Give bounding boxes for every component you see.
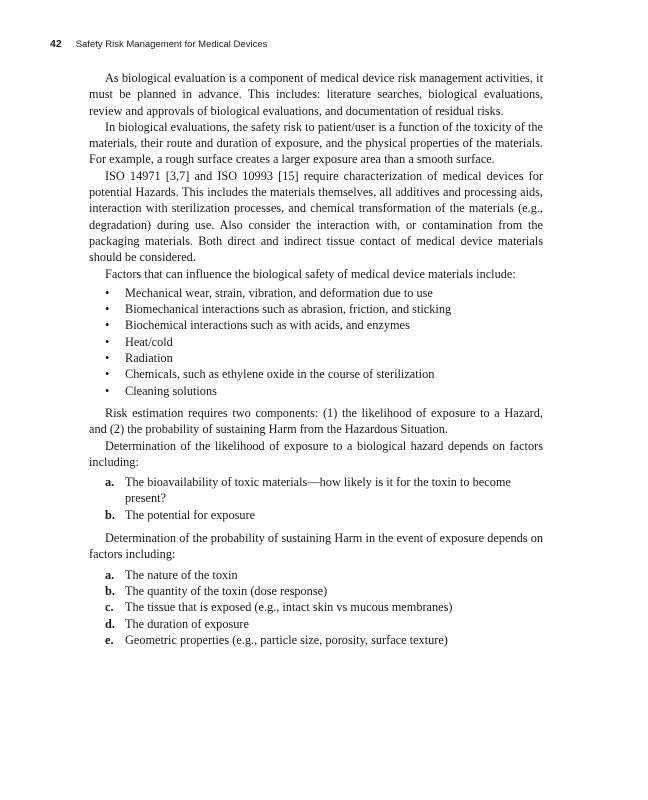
paragraph: Determination of the likelihood of exposure to a biological hazard depends on factors including: <box>89 438 543 469</box>
bullet-marker: • <box>105 302 110 317</box>
list-item: d. The duration of exposure <box>105 616 249 631</box>
body-text <box>89 70 543 655</box>
bullet-marker: • <box>105 351 110 366</box>
list-marker: c. <box>105 600 114 615</box>
bullet-marker: • <box>105 285 110 300</box>
paragraph: Factors that can influence the biological safety of medical device materials include: <box>105 266 516 281</box>
bullet-marker: • <box>105 334 110 349</box>
list-marker: e. <box>105 632 114 647</box>
list-item: • Radiation <box>105 351 173 366</box>
paragraph: Determination of the probability of sustaining Harm in the event of exposure depends on factors including: <box>89 531 543 562</box>
list-item: b. The potential for exposure <box>105 507 256 522</box>
paragraph: As biological evaluation is a component of medical device risk management activities, it must be planned in advance. This includes: literature searches, biological evaluations, review and approvals of biological evaluations, and documentation of residual risks. <box>89 71 543 118</box>
running-header <box>50 38 588 50</box>
list-item: c. The tissue that is exposed (e.g., intact skin vs mucous membranes) <box>105 600 453 615</box>
list-marker: d. <box>105 616 115 631</box>
bullet-marker: • <box>105 383 110 398</box>
likelihood-list <box>89 474 543 523</box>
running-title: Safety Risk Management for Medical Devices <box>75 39 268 50</box>
bullet-marker: • <box>105 367 110 382</box>
page-number: 42 <box>50 38 62 50</box>
bullet-marker: • <box>105 318 110 333</box>
list-item: • Mechanical wear, strain, vibration, and deformation due to use <box>105 285 433 300</box>
list-marker: a. <box>105 567 115 582</box>
list-item: • Heat/cold <box>105 334 173 349</box>
list-marker: b. <box>105 583 115 598</box>
list-item: e. Geometric properties (e.g., particle size, porosity, surface texture) <box>105 632 448 647</box>
list-item: b. The quantity of the toxin (dose response) <box>105 583 328 598</box>
factors-list <box>89 285 543 399</box>
paragraph: ISO 14971 [3,7] and ISO 10993 [15] require characterization of medical devices for potential Hazards. This includes the materials themselves, all additives and processing aids, interaction with sterilization processes, and chemical transformation of the materials (e.g., degradation) during use. Also consider the interaction with, or contamination from the packaging materials. Both direct and indirect tissue contact of medical device materials should be considered. <box>89 168 543 265</box>
list-item: a. The bioavailability of toxic materials—how likely is it for the toxin to become present? <box>105 475 511 506</box>
list-marker: b. <box>105 507 115 522</box>
list-item: • Cleaning solutions <box>105 383 217 398</box>
list-item: • Biomechanical interactions such as abrasion, friction, and sticking <box>105 302 452 317</box>
paragraph: Risk estimation requires two components: (1) the likelihood of exposure to a Hazard, and (2) the probability of sustaining Harm from the Hazardous Situation. <box>89 405 543 437</box>
list-item: a. The nature of the toxin <box>105 567 238 582</box>
harm-list <box>89 567 543 648</box>
paragraph: In biological evaluations, the safety risk to patient/user is a function of the toxicity of the materials, their route and duration of exposure, and the physical properties of the materials. For example, a rough surface creates a larger exposure area than a smooth surface. <box>89 119 543 167</box>
list-marker: a. <box>105 475 115 490</box>
list-item: • Chemicals, such as ethylene oxide in the course of sterilization <box>105 367 435 382</box>
list-item: • Biochemical interactions such as with acids, and enzymes <box>105 318 410 333</box>
